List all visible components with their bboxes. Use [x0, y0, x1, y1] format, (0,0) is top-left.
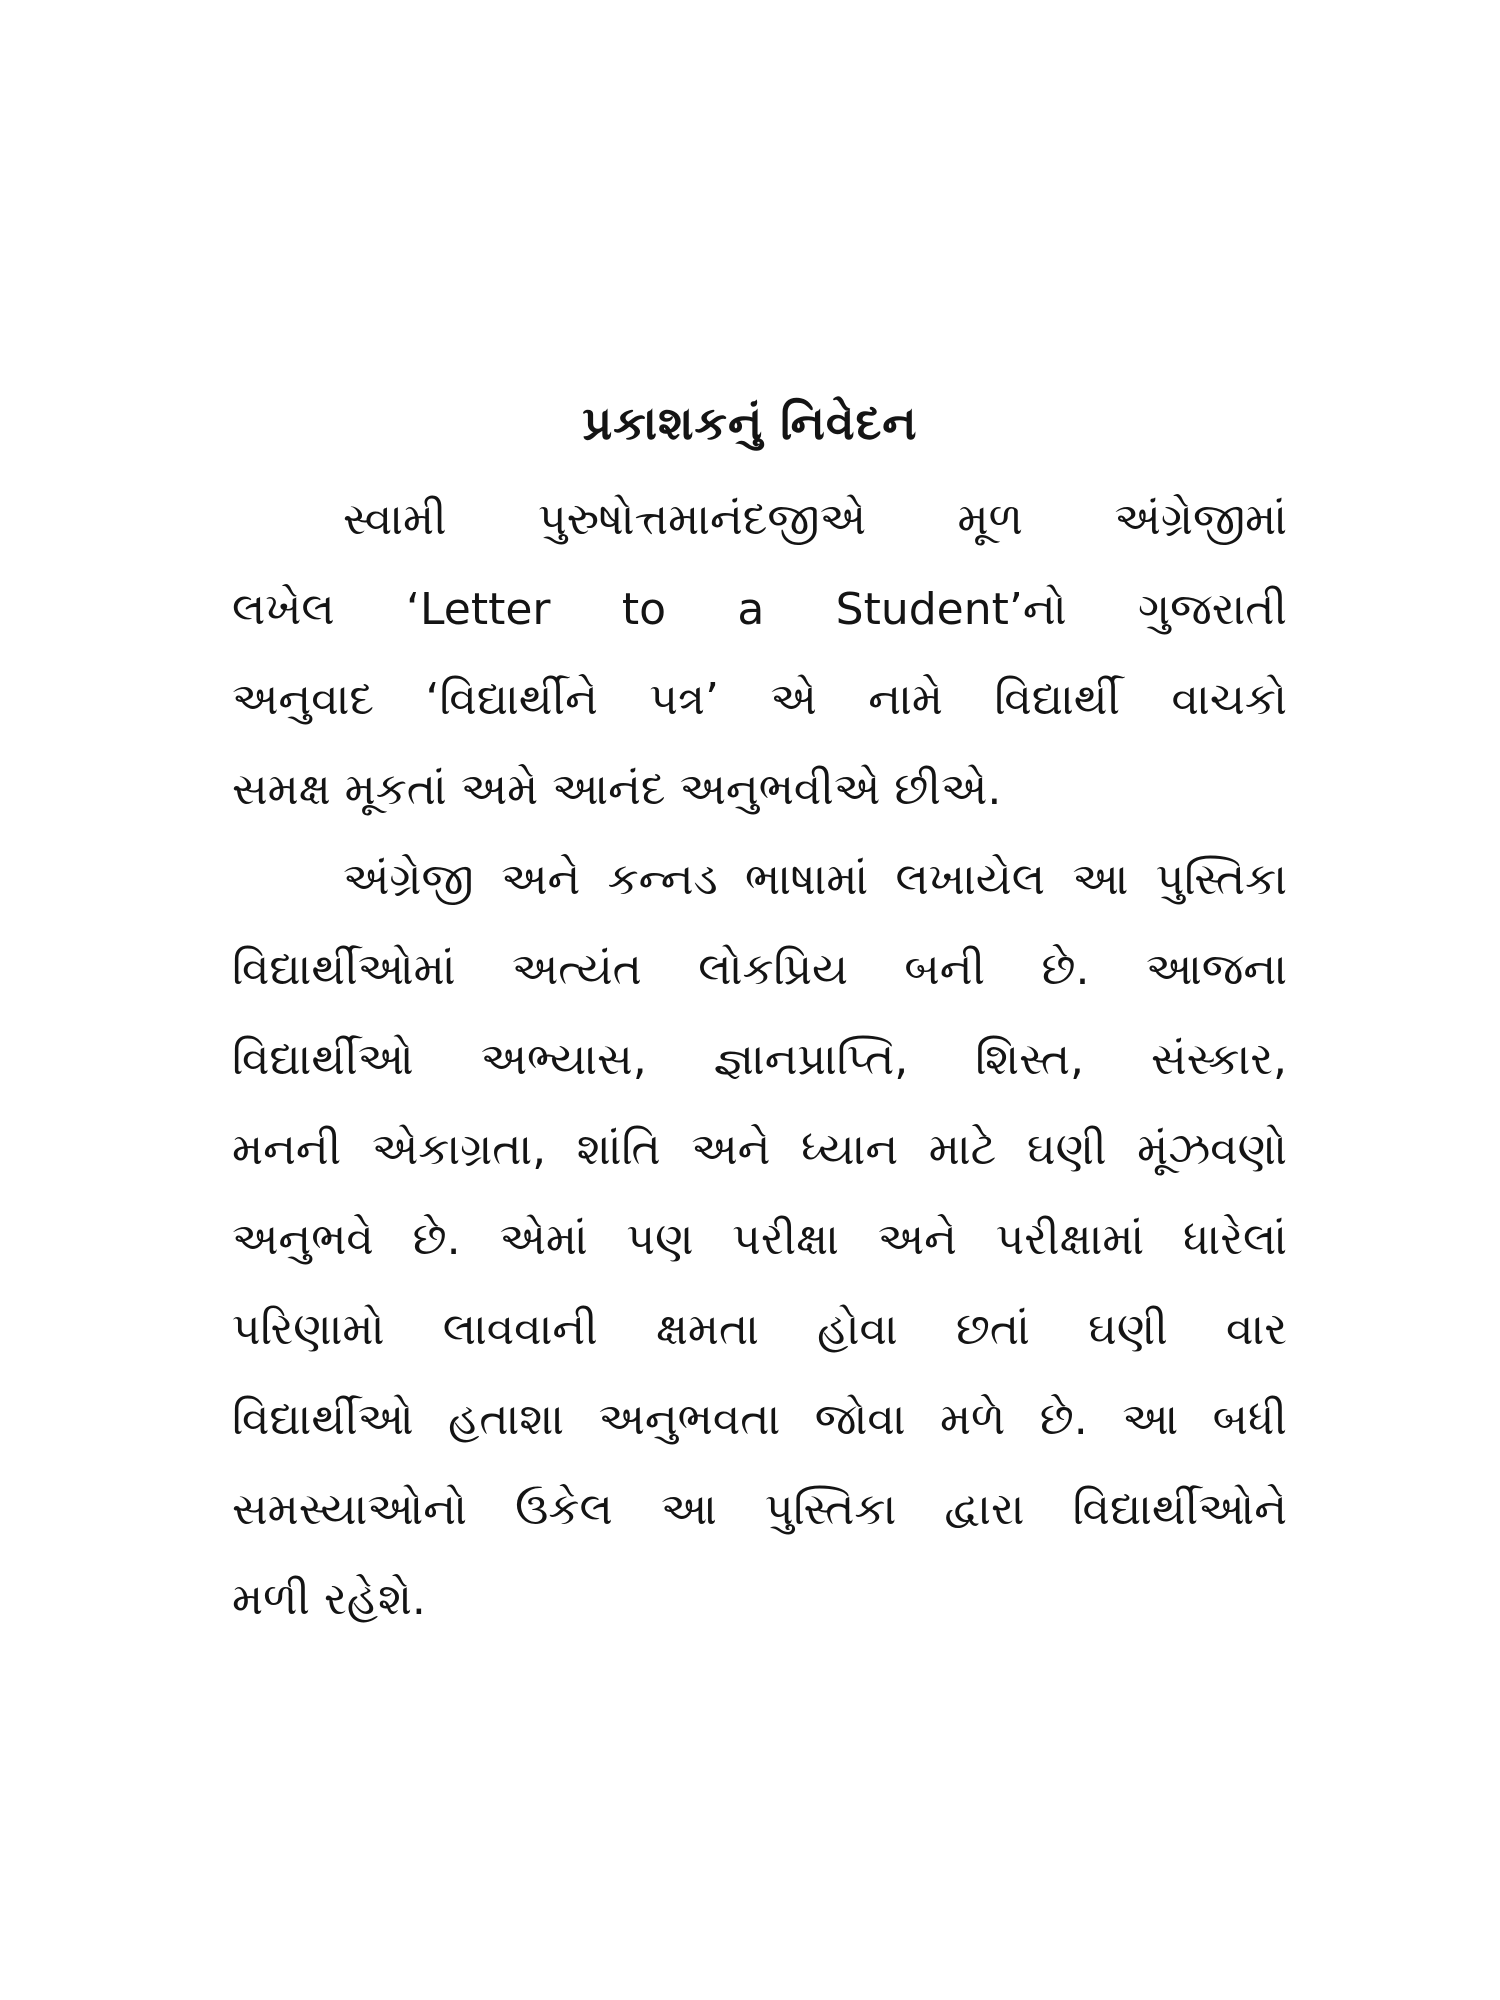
text-line: મળી રહેશે.	[232, 1574, 426, 1625]
text-line: સ્વામી પુરુષોત્તમાનંદજીએ મૂળ અંગ્રેજીમાં	[343, 494, 1287, 545]
text-line: મનની એકાગ્રતા, શાંતિ અને ધ્યાન માટે ઘણી મૂંઝવણો	[232, 1124, 1287, 1175]
text-line: લખેલ ‘Letter to a Student’નો ગુજરાતી	[232, 584, 1287, 635]
text-line: અનુભવે છે. એમાં પણ પરીક્ષા અને પરીક્ષામાં ધારેલાં	[232, 1214, 1287, 1265]
text-line: પરિણામો લાવવાની ક્ષમતા હોવા છતાં ઘણી વાર	[232, 1304, 1287, 1355]
text-line: વિદ્યાર્થીઓ હતાશા અનુભવતા જોવા મળે છે. આ બધી	[232, 1394, 1287, 1445]
text-line: અનુવાદ ‘વિદ્યાર્થીને પત્ર’ એ નામે વિદ્યાર્થી વાચકો	[232, 674, 1287, 725]
text-line: સમસ્યાઓનો ઉકેલ આ પુસ્તિકા દ્વારા વિદ્યાર્થીઓને	[232, 1484, 1287, 1535]
text-line: સમક્ષ મૂકતાં અમે આનંદ અનુભવીએ છીએ.	[232, 764, 1002, 815]
text-line: વિદ્યાર્થીઓ અભ્યાસ, જ્ઞાનપ્રાપ્તિ, શિસ્ત, સંસ્કાર,	[232, 1034, 1287, 1085]
page-title: પ્રકાશકનું નિવેદન	[582, 396, 918, 450]
text-line: વિદ્યાર્થીઓમાં અત્યંત લોકપ્રિય બની છે. આજના	[232, 944, 1287, 995]
text-line: અંગ્રેજી અને કન્નડ ભાષામાં લખાયેલ આ પુસ્તિકા	[343, 854, 1287, 905]
